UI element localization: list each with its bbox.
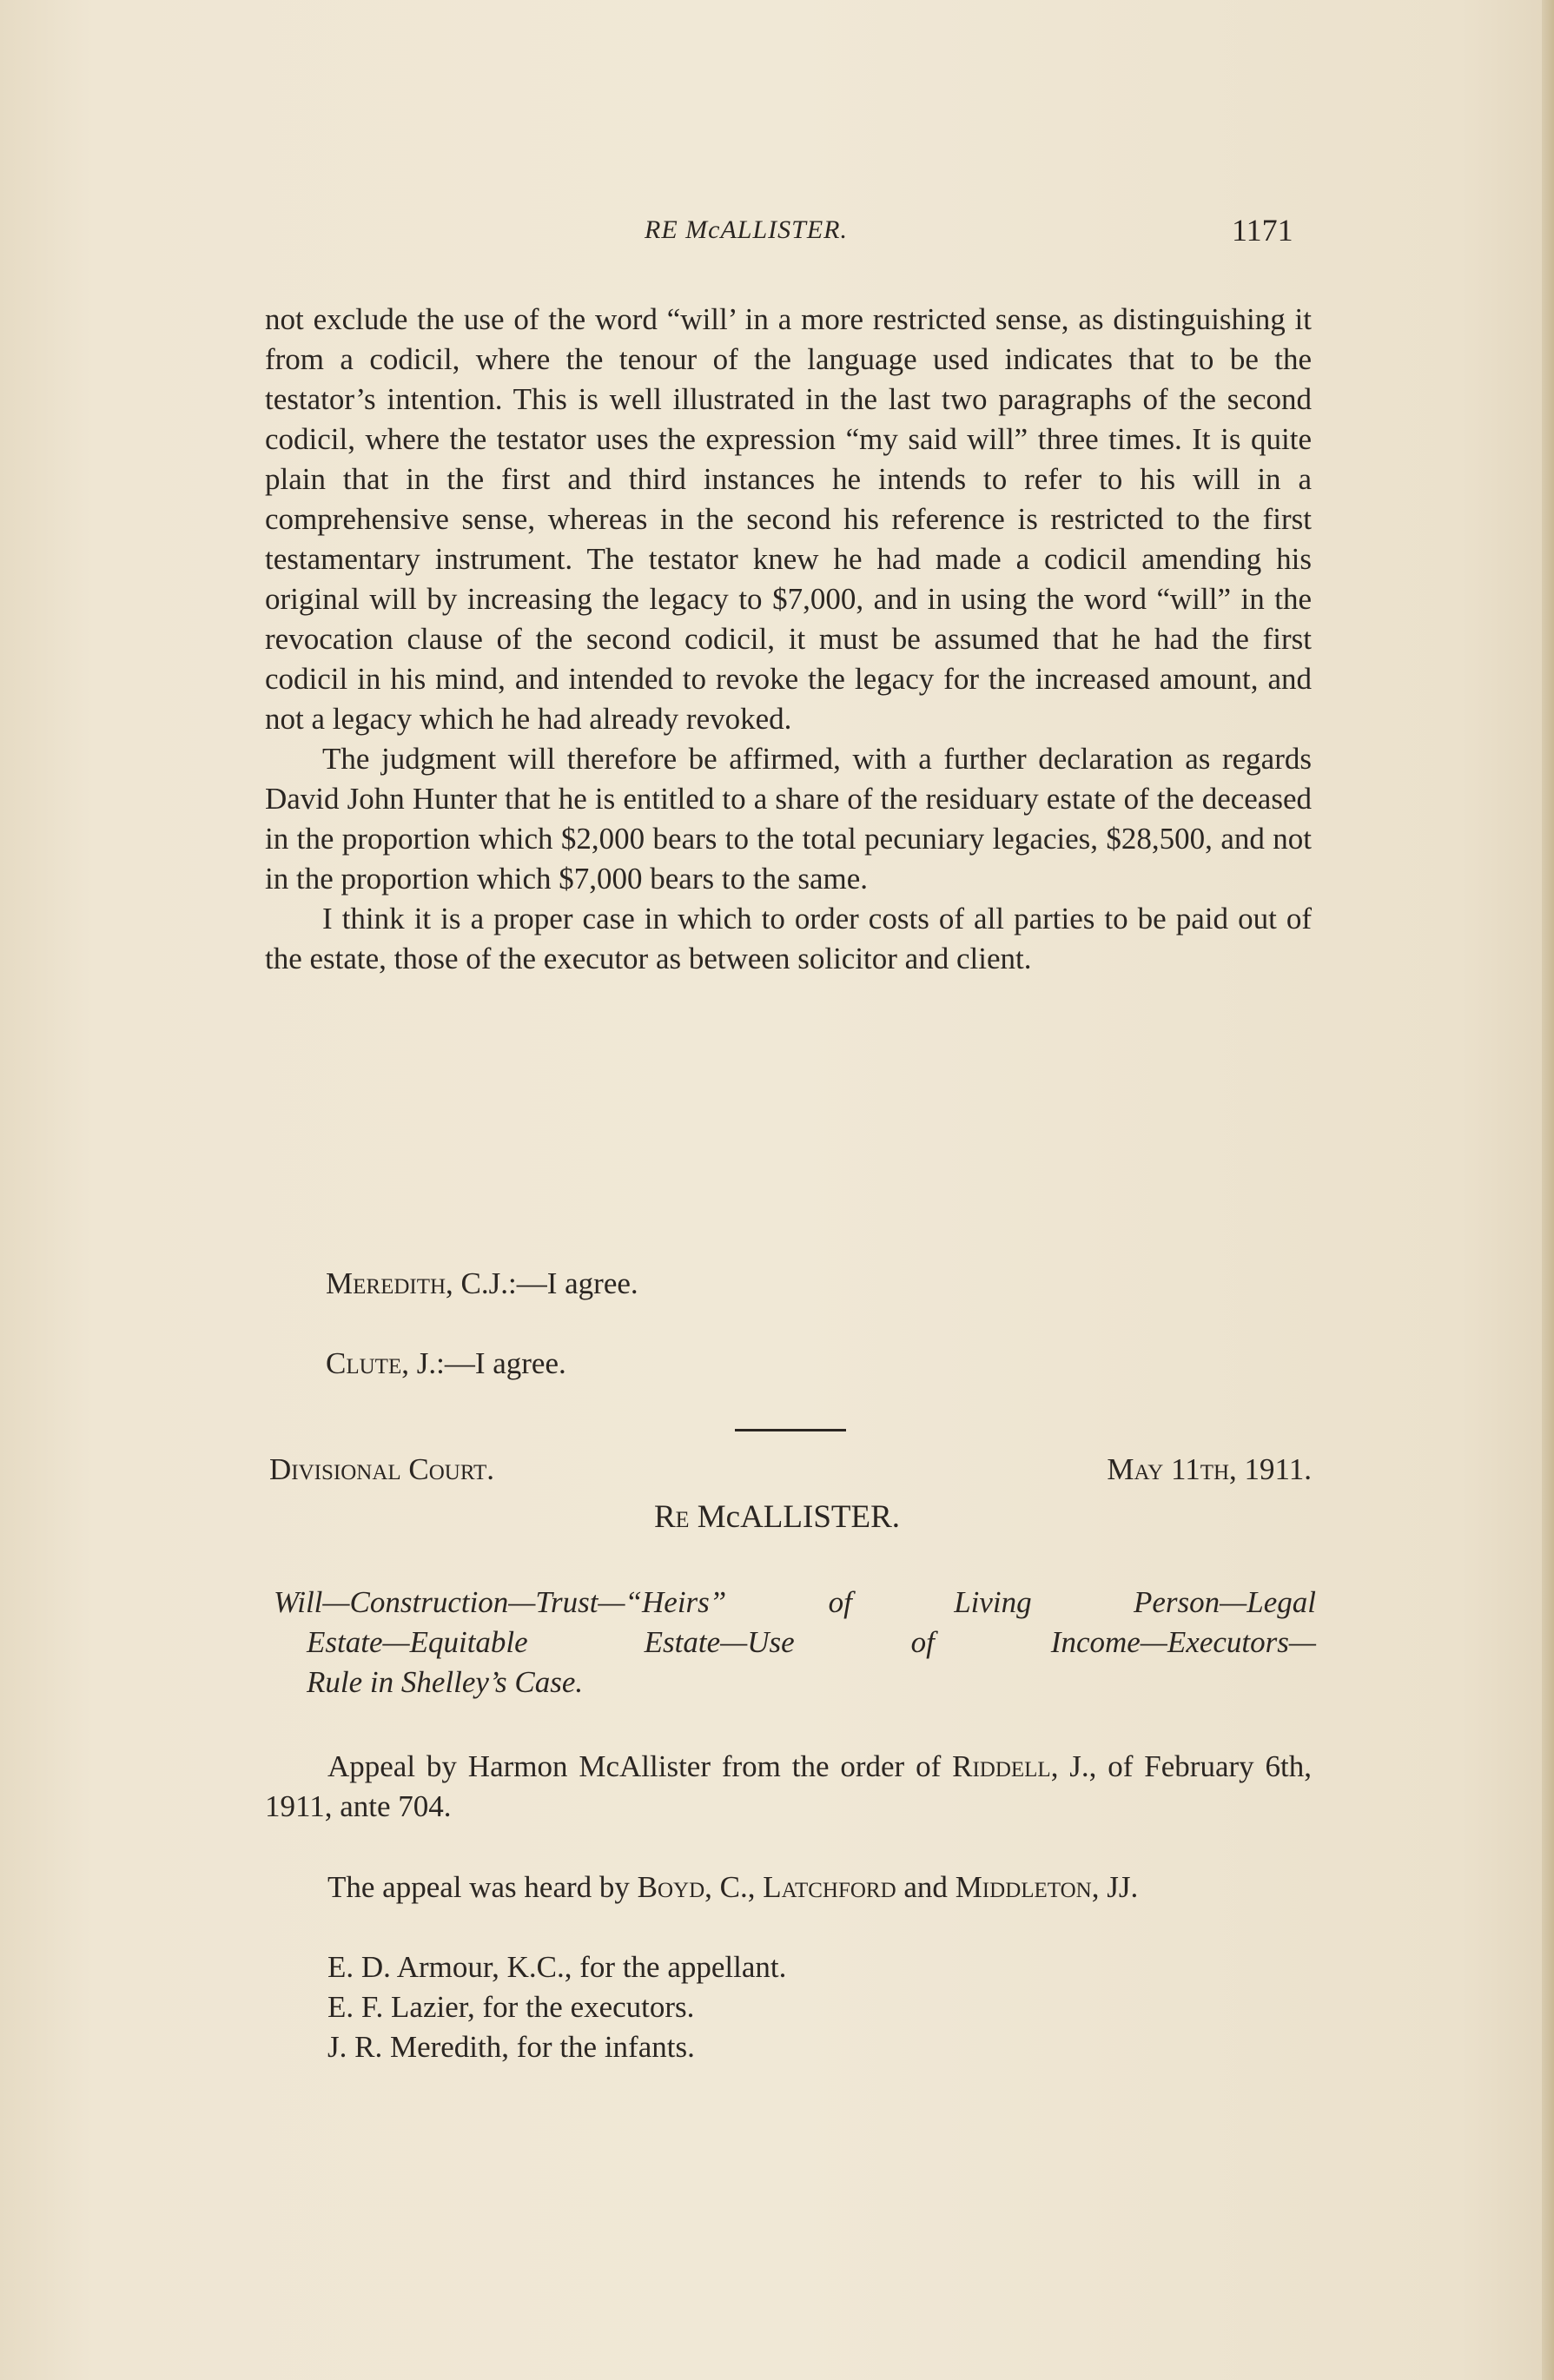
counsel-entry: E. D. Armour, K.C., for the appellant. (327, 1950, 787, 1984)
case-title-prefix: Re (653, 1499, 690, 1535)
concurrence-text: , C.J.:—I agree. (446, 1266, 638, 1300)
judge-name: Middleton (955, 1870, 1092, 1904)
case-title-name: McALLISTER. (689, 1499, 901, 1535)
case-title (0, 1498, 1554, 1536)
hearing-text: , C., (704, 1870, 764, 1904)
appeal-text: Appeal by Harmon McAllister from the order of (327, 1749, 953, 1783)
judge-name: Latchford (763, 1870, 896, 1904)
concurrence-text: , J.:—I agree. (401, 1346, 566, 1380)
paragraph-continued: not exclude the use of the word “will’ in a more restricted sense, as distinguishing it from a codicil, where the tenour of the language used indicates that to be the testator’s intention. This is well illustrated in the last two paragraphs of the second codicil, where the testator uses the expression “my said will” three times. It is quite plain that in the first and third instances he intends to refer to his will in a comprehensive sense, whereas in the second his reference is restricted to the first testamentary instrument. The testator knew he had made a codicil amending his original will by increasing the legacy to $7,000, and in using the word “will” in the revocation clause of the second codicil, it must be assumed that he had the first codicil in his mind, and intended to revoke the legacy for the increased amount, and not a legacy which he had already revoked. (265, 302, 1312, 736)
page-header (265, 215, 1307, 259)
counsel-entry: J. R. Meredith, for the infants. (327, 2030, 695, 2064)
hearing-text: , JJ. (1091, 1870, 1139, 1904)
paragraph-judgment: The judgment will therefore be affirmed, with a further declaration as regards David John Hunter that he is entitled to a share of the residuary estate of the deceased in the proportion which $2,000 bears to the total pecuniary legacies, $28,500, and not in the proportion which $7,000 bears to the same. (265, 742, 1312, 896)
opinion-text (265, 300, 1312, 979)
concurrence-clute (326, 1346, 566, 1381)
hearing-text: The appeal was heard by (327, 1870, 638, 1904)
appeal-text: , J., of February 6th, 1911, ante 704. (265, 1749, 1312, 1823)
judge-name: Meredith (326, 1266, 446, 1300)
concurrence-meredith (326, 1266, 638, 1301)
hearing-paragraph (265, 1868, 1312, 1907)
appeal-paragraph (265, 1747, 1312, 1827)
paragraph-costs: I think it is a proper case in which to order costs of all parties to be paid out of the estate, those of the executor as between solicitor and client. (265, 902, 1312, 975)
headnote-line: Estate—Equitable Estate—Use of Income—Executors— (307, 1625, 1316, 1659)
page-edge (1542, 0, 1554, 2380)
section-divider (735, 1429, 846, 1431)
decision-date: May 11th, 1911. (1107, 1452, 1312, 1486)
counsel-list (327, 1947, 786, 2067)
running-title: RE McALLISTER. (645, 215, 848, 244)
judge-name: Clute (326, 1346, 402, 1380)
court-name: Divisional Court. (269, 1452, 495, 1486)
headnote-line: Will—Construction—Trust—“Heirs” of Living Person—Legal (274, 1585, 1316, 1619)
headnote (274, 1583, 1316, 1702)
counsel-entry: E. F. Lazier, for the executors. (327, 1990, 695, 2024)
page-number: 1171 (1232, 213, 1293, 248)
headnote-line: Rule in Shelley’s Case. (307, 1665, 584, 1699)
judge-name: Boyd (637, 1870, 705, 1904)
hearing-text: and (896, 1870, 956, 1904)
judge-name: Riddell (952, 1749, 1051, 1783)
